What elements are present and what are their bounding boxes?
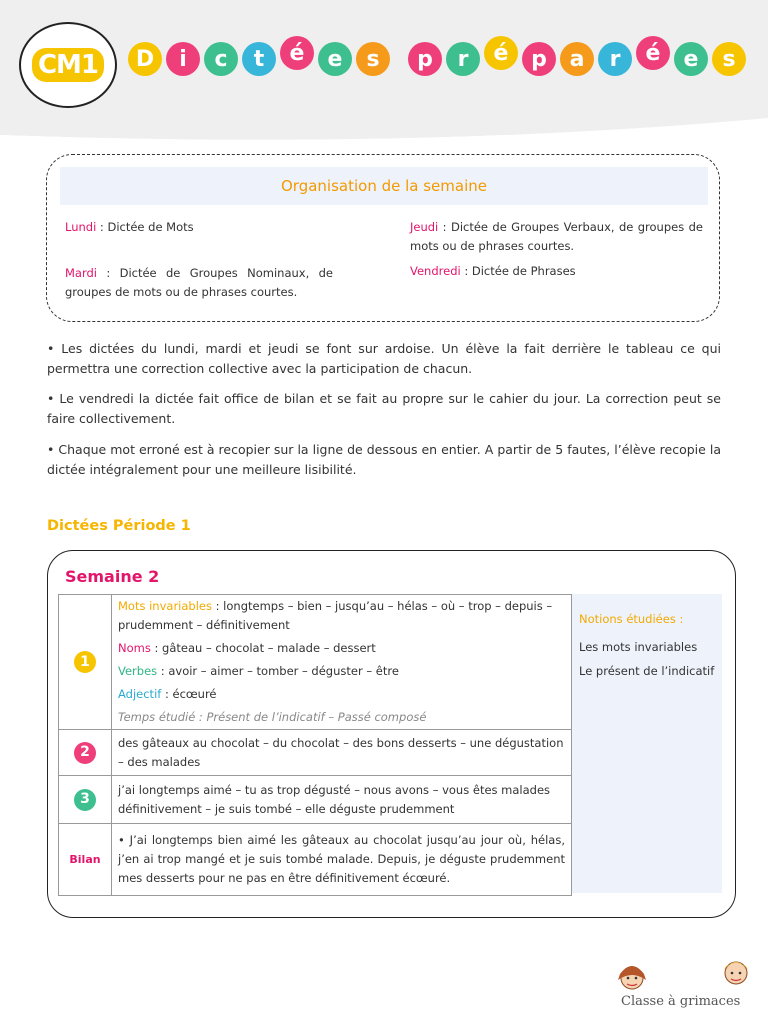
row-content — [112, 595, 572, 730]
week-title: Semaine 2 — [65, 567, 160, 586]
category-words: : avoir – aimer – tomber – déguster – être — [157, 664, 399, 678]
table-row — [59, 776, 572, 824]
title-letter: t — [242, 42, 276, 76]
day-label: Vendredi — [410, 264, 461, 278]
notions-panel — [572, 594, 722, 893]
page-title — [128, 42, 746, 82]
title-letter: p — [408, 42, 442, 76]
adjectif-line — [118, 685, 565, 704]
number-one-icon: 1 — [74, 651, 96, 673]
rule-paragraph: • Le vendredi la dictée fait office de bilan et se fait au propre sur le cahier du jour. La correction peut se faire collectivement. — [47, 391, 721, 426]
organisation-title: Organisation de la semaine — [60, 167, 708, 205]
day-text: : Dictée de Mots — [96, 220, 194, 234]
title-letter: é — [280, 36, 314, 70]
org-mardi — [65, 264, 333, 302]
org-jeudi — [410, 218, 703, 256]
bilan-label: Bilan — [69, 853, 101, 866]
title-letter: s — [356, 42, 390, 76]
level-badge — [19, 22, 117, 108]
rule-paragraph: • Les dictées du lundi, mardi et jeudi se font sur ardoise. Un élève la fait derrière le tableau ce qui permettra une correction collective avec la participation de chacun. — [47, 341, 721, 376]
verbes-line — [118, 662, 565, 681]
org-lundi — [65, 218, 333, 237]
rule-paragraph: • Chaque mot erroné est à recopier sur la ligne de dessous en entier. A partir de 5 fautes, l’élève recopie la dictée intégralement pour une meilleure lisibilité. — [47, 442, 721, 477]
day-label: Mardi — [65, 266, 97, 280]
category-words: : longtemps – bien – jusqu’au – hélas – où – trop – depuis – prudemment – définitivement — [118, 599, 553, 632]
title-letter: é — [484, 36, 518, 70]
title-letter: e — [674, 42, 708, 76]
title-letter: r — [598, 42, 632, 76]
table-row — [59, 824, 572, 896]
period-title: Dictées Période 1 — [47, 518, 191, 534]
day-text: : Dictée de Groupes Verbaux, de groupes de mots ou de phrases courtes. — [410, 220, 703, 253]
day-text: : Dictée de Phrases — [460, 264, 576, 278]
number-two-icon: 2 — [74, 742, 96, 764]
title-letter: p — [522, 42, 556, 76]
row-content: • J’ai longtemps bien aimé les gâteaux au chocolat jusqu’au jour où, hélas, j’en ai trop mangé et je suis tombé malade. Depuis, je déguste prudemment mes desserts pour ne pas en être définitivement écœuré. — [112, 824, 572, 896]
category-label: Adjectif — [118, 687, 162, 701]
title-letter: D — [128, 42, 162, 76]
dictation-table — [58, 594, 572, 896]
category-words: : écœuré — [161, 687, 217, 701]
table-row — [59, 595, 572, 730]
day-label: Jeudi — [410, 220, 439, 234]
table-row — [59, 730, 572, 776]
level-label: CM1 — [32, 48, 104, 82]
title-letter: i — [166, 42, 200, 76]
row-content: des gâteaux au chocolat – du chocolat – des bons desserts – une dégustation – des malades — [112, 730, 572, 776]
notion-item: Le présent de l’indicatif — [579, 664, 715, 678]
row-number — [59, 824, 112, 896]
category-label: Verbes — [118, 664, 158, 678]
category-label: Mots invariables — [118, 599, 212, 613]
title-letter: c — [204, 42, 238, 76]
logo-text: Classe à grimaces — [621, 994, 741, 1009]
title-letter: a — [560, 42, 594, 76]
title-letter — [394, 42, 404, 76]
row-number — [59, 595, 112, 730]
title-letter: s — [712, 42, 746, 76]
title-letter: é — [636, 36, 670, 70]
category-words: : gâteau – chocolat – malade – dessert — [150, 641, 376, 655]
day-label: Lundi — [65, 220, 97, 234]
number-three-icon: 3 — [74, 789, 96, 811]
notions-title: Notions étudiées : — [579, 612, 684, 626]
row-number — [59, 730, 112, 776]
row-content: j’ai longtemps aimé – tu as trop dégusté – nous avons – vous êtes malades définitivement – je suis tombé – elle déguste prudemment — [112, 776, 572, 824]
notion-item: Les mots invariables — [579, 640, 698, 654]
title-letter: e — [318, 42, 352, 76]
row-number — [59, 776, 112, 824]
day-text: : Dictée de Groupes Nominaux, de groupes de mots ou de phrases courtes. — [65, 266, 333, 299]
temps-line: Temps étudié : Présent de l’indicatif – Passé composé — [118, 710, 427, 724]
category-label: Noms — [118, 641, 151, 655]
noms-line — [118, 639, 565, 658]
invariables-line — [118, 597, 565, 635]
org-vendredi — [410, 262, 703, 281]
title-letter: r — [446, 42, 480, 76]
